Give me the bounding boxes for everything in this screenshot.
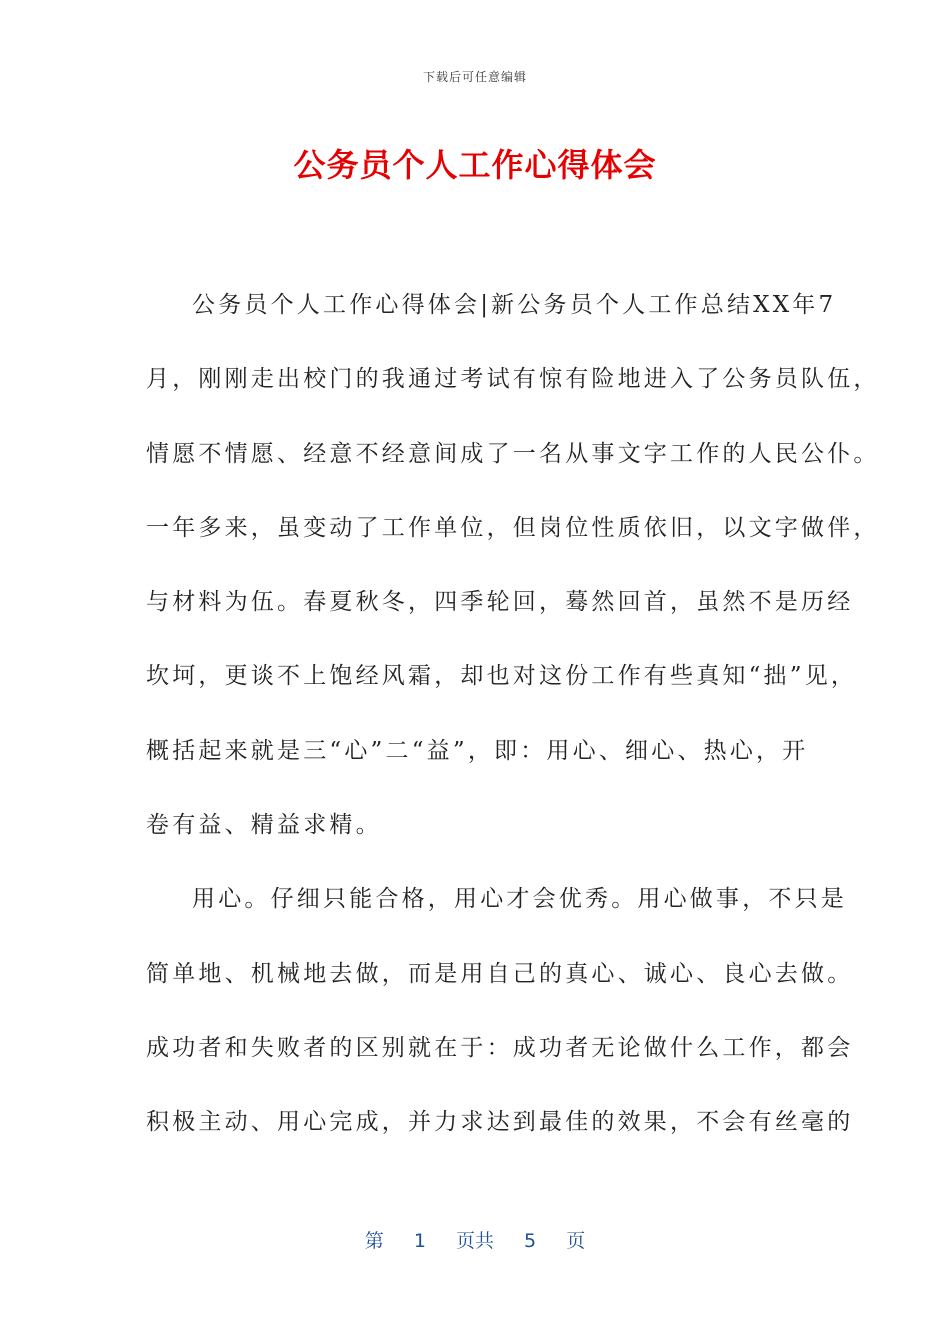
body-line: 用心。仔细只能合格，用心才会优秀。用心做事，不只是 <box>192 886 847 913</box>
body-line: 积极主动、用心完成，并力求达到最佳的效果，不会有丝毫的 <box>146 1109 854 1136</box>
body-line: 情愿不情愿、经意不经意间成了一名从事文字工作的人民公仆。 <box>146 440 880 467</box>
body-line: 成功者和失败者的区别就在于：成功者无论做什么工作，都会 <box>146 1034 854 1061</box>
body-line: 概括起来就是三“心”二“益”，即：用心、细心、热心，开 <box>146 737 809 764</box>
page-footer <box>0 1226 950 1253</box>
body-line: 公务员个人工作心得体会|新公务员个人工作总结XX年7 <box>192 292 837 318</box>
document-title: 公务员个人工作心得体会 <box>293 146 657 184</box>
footer-page-number: 1 <box>413 1230 426 1252</box>
footer-prefix: 第 <box>364 1230 384 1252</box>
body-line: 简单地、机械地去做，而是用自己的真心、诚心、良心去做。 <box>146 960 854 987</box>
body-line: 一年多来，虽变动了工作单位，但岗位性质依旧，以文字做伴， <box>146 514 880 541</box>
body-line: 坎坷，更谈不上饱经风霜，却也对这份工作有些真知“拙”见， <box>146 663 858 690</box>
footer-middle: 页共 <box>455 1230 494 1252</box>
body-line: 卷有益、精益求精。 <box>146 812 382 839</box>
footer-total-pages: 5 <box>524 1230 537 1252</box>
body-line: 与材料为伍。春夏秋冬，四季轮回，蓦然回首，虽然不是历经 <box>146 589 854 616</box>
footer-suffix: 页 <box>566 1230 586 1252</box>
body-line: 月，刚刚走出校门的我通过考试有惊有险地进入了公务员队伍， <box>146 366 880 393</box>
document-body <box>146 268 880 1160</box>
header-note: 下载后可任意编辑 <box>422 70 527 84</box>
